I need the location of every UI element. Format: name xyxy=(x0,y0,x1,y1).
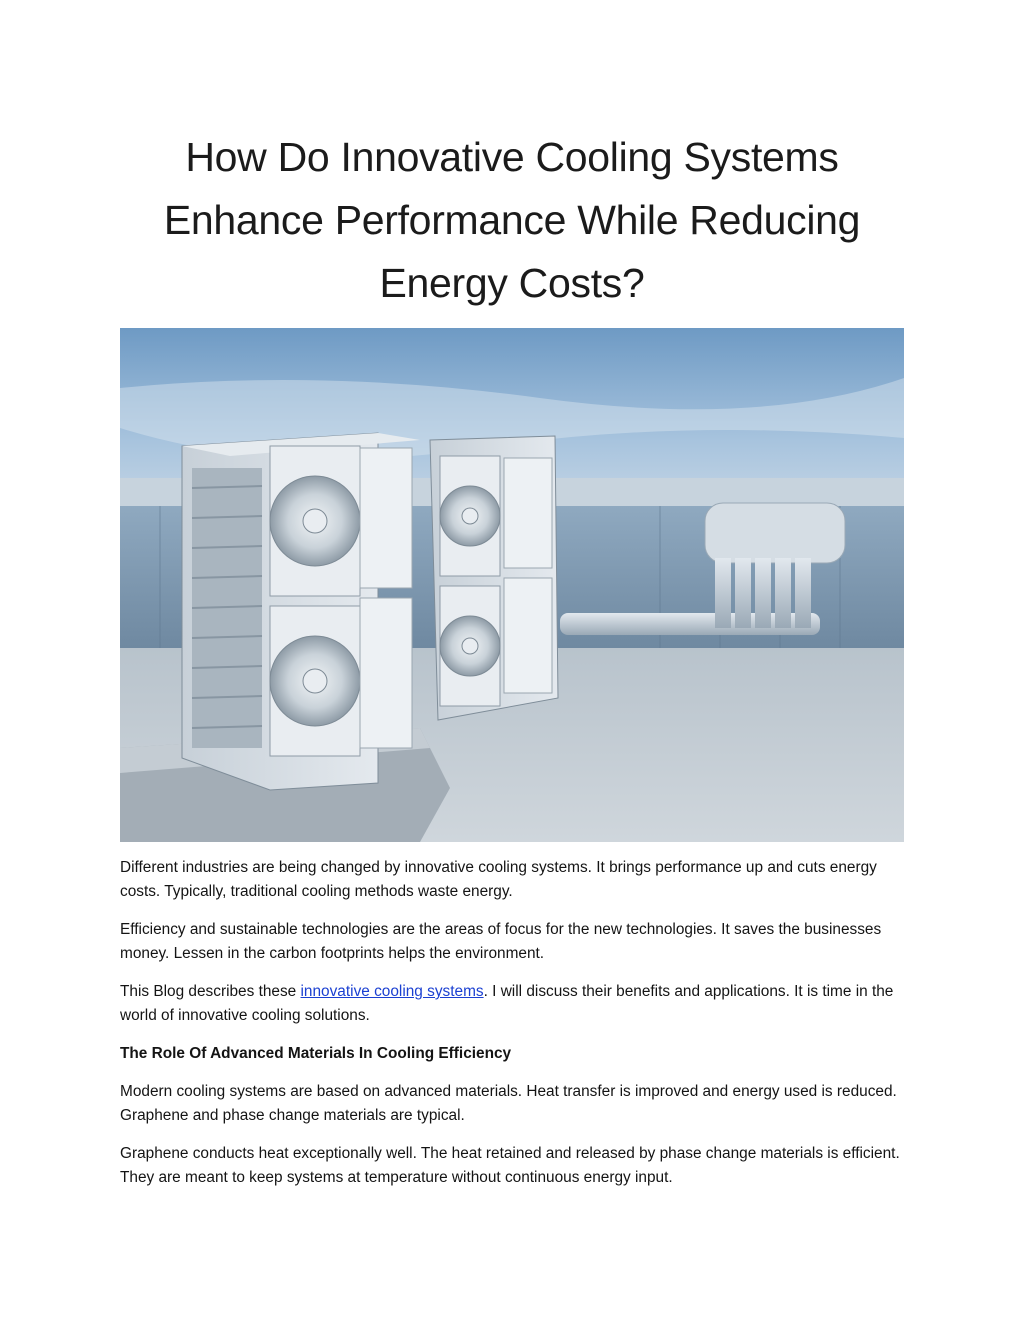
paragraph-efficiency: Efficiency and sustainable technologies are the areas of focus for the new technologies. It saves the businesses money. Lessen in the carbon footprints helps the environment. xyxy=(120,921,882,962)
title-line-2: Enhance Performance While Reducing xyxy=(163,197,861,243)
paragraph-graphene: Graphene conducts heat exceptionally well. The heat retained and released by phase change materials is efficient. They are meant to keep systems at temperature without continuous energy input. xyxy=(120,1145,900,1186)
hero-image xyxy=(120,328,904,842)
paragraph-materials: Modern cooling systems are based on advanced materials. Heat transfer is improved and energy used is reduced. Graphene and phase change materials are typical. xyxy=(120,1083,897,1124)
innovative-cooling-systems-link[interactable]: innovative cooling systems xyxy=(300,983,484,1000)
paragraph-blog-intro-end: . I will discuss their benefits and applications. It is time in the world of innovative cooling solutions. xyxy=(120,983,894,1024)
paragraph-blog-intro-start: This Blog describes these xyxy=(120,983,301,1000)
paragraph-intro: Different industries are being changed by innovative cooling systems. It brings performance up and cuts energy costs. Typically, traditional cooling methods waste energy. xyxy=(120,859,877,900)
paragraph-blog-intro xyxy=(120,980,910,1028)
article-body xyxy=(120,856,910,1204)
title-line-3: Energy Costs? xyxy=(379,260,645,306)
page-title xyxy=(120,126,904,315)
section-heading: The Role Of Advanced Materials In Cooling Efficiency xyxy=(120,1045,512,1062)
title-line-1: How Do Innovative Cooling Systems xyxy=(185,134,839,180)
